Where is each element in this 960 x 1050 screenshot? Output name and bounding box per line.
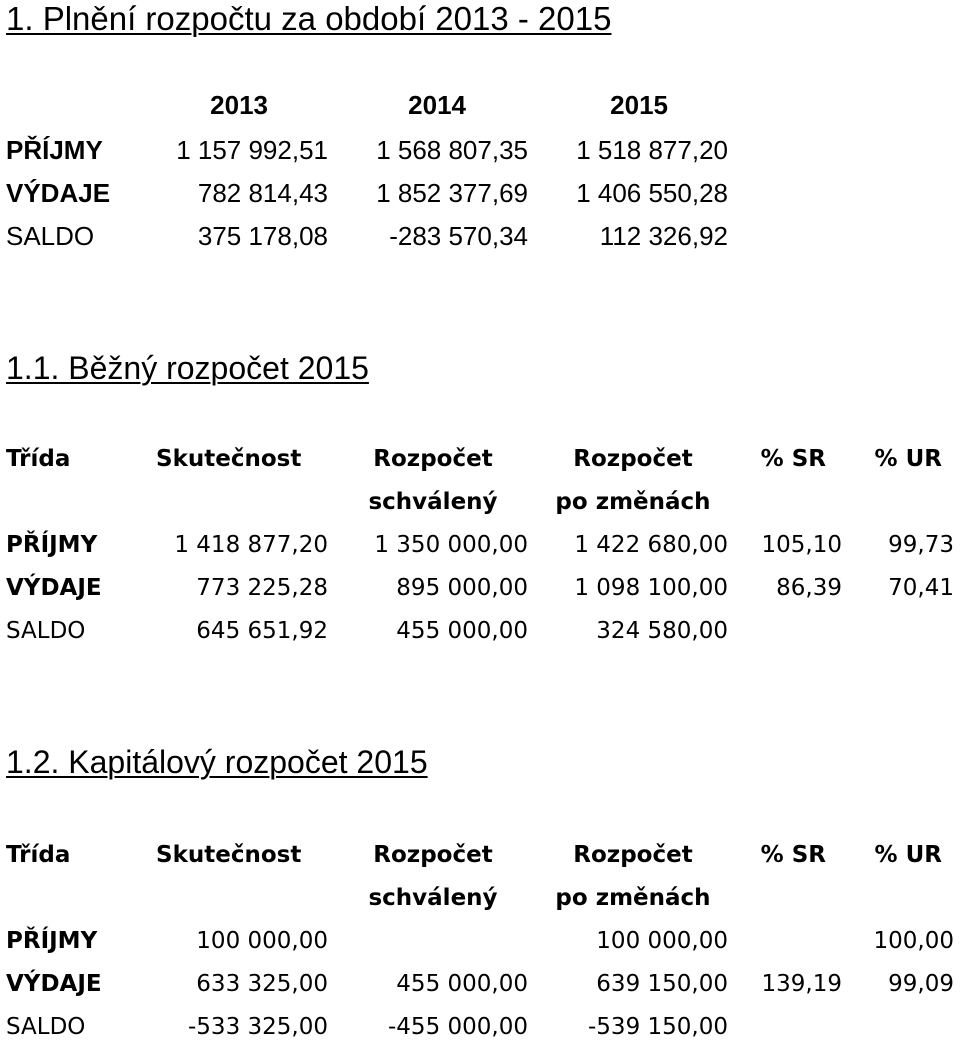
- header-sr: % SR: [760, 842, 826, 868]
- cell-ur: 100,00: [873, 928, 954, 954]
- cell-sr: [738, 920, 842, 962]
- year-header: 2013: [210, 90, 268, 120]
- row-label: VÝDAJE: [6, 575, 102, 601]
- section-heading-plneni: 1. Plnění rozpočtu za období 2013 - 2015: [6, 0, 612, 37]
- table-header-row: [0, 834, 960, 876]
- header-skutecnost: Skutečnost: [156, 446, 302, 472]
- cell-skutecnost: -533 325,00: [188, 1014, 328, 1040]
- table-row: [0, 610, 960, 652]
- cell-value: 1 157 992,51: [176, 135, 328, 165]
- header-ur: % UR: [874, 842, 942, 868]
- cell-schvaleny: 1 350 000,00: [374, 532, 528, 558]
- cell-skutecnost: 100 000,00: [196, 928, 328, 954]
- cell-schvaleny: 455 000,00: [396, 618, 528, 644]
- header-rozpocet-po-zmenach: Rozpočet: [573, 842, 693, 868]
- cell-po-zmenach: 324 580,00: [596, 618, 728, 644]
- cell-value: 782 814,43: [197, 178, 328, 208]
- cell-skutecnost: 1 418 877,20: [174, 532, 328, 558]
- cell-value: -283 570,34: [389, 221, 528, 251]
- header-trida: Třída: [6, 446, 71, 472]
- header-po-zmenach-subtitle: po změnách: [555, 489, 711, 515]
- cell-po-zmenach: -539 150,00: [588, 1014, 728, 1040]
- cell-sr: 105,10: [761, 532, 842, 558]
- table-row: [0, 129, 960, 171]
- row-label: PŘÍJMY: [6, 135, 103, 165]
- cell-po-zmenach: 1 422 680,00: [574, 532, 728, 558]
- cell-skutecnost: 633 325,00: [196, 971, 328, 997]
- row-label: VÝDAJE: [6, 178, 111, 208]
- cell-sr: [738, 610, 842, 652]
- table-row: [0, 1006, 960, 1048]
- header-schvaleny-subtitle: schválený: [368, 885, 498, 911]
- cell-schvaleny: 455 000,00: [396, 971, 528, 997]
- row-label: SALDO: [6, 221, 95, 251]
- cell-schvaleny: 895 000,00: [396, 575, 528, 601]
- cell-schvaleny: -455 000,00: [388, 1014, 528, 1040]
- cell-value: 112 326,92: [599, 221, 728, 251]
- header-skutecnost: Skutečnost: [156, 842, 302, 868]
- cell-value: 1 406 550,28: [576, 178, 728, 208]
- table-header-row-2: [0, 877, 960, 919]
- table-row: [0, 524, 960, 566]
- row-label: SALDO: [6, 1014, 86, 1040]
- cell-sr: [738, 1006, 842, 1048]
- section-heading-bezny-rozpocet: 1.1. Běžný rozpočet 2015: [6, 350, 369, 386]
- table-header-row-2: [0, 481, 960, 523]
- header-rozpocet-po-zmenach: Rozpočet: [573, 446, 693, 472]
- cell-schvaleny: [338, 920, 528, 962]
- section-heading-kapitalovy-rozpocet: 1.2. Kapitálový rozpočet 2015: [6, 744, 428, 780]
- cell-value: 1 568 807,35: [376, 135, 528, 165]
- header-po-zmenach-subtitle: po změnách: [555, 885, 711, 911]
- cell-po-zmenach: 100 000,00: [596, 928, 728, 954]
- cell-ur: [842, 610, 954, 652]
- header-schvaleny-subtitle: schválený: [368, 489, 498, 515]
- header-rozpocet-schvaleny: Rozpočet: [373, 446, 493, 472]
- cell-ur: 99,73: [888, 532, 954, 558]
- cell-ur: 99,09: [888, 971, 954, 997]
- table-header-row: [0, 438, 960, 480]
- row-label: PŘÍJMY: [6, 532, 98, 558]
- table-row: [0, 920, 960, 962]
- header-trida: Třída: [6, 842, 71, 868]
- cell-sr: 86,39: [776, 575, 842, 601]
- header-ur: % UR: [874, 446, 942, 472]
- year-header: 2014: [408, 90, 466, 120]
- cell-value: 375 178,08: [197, 221, 328, 251]
- row-label: PŘÍJMY: [6, 928, 98, 954]
- cell-ur: 70,41: [888, 575, 954, 601]
- row-label: SALDO: [6, 618, 86, 644]
- cell-value: 1 518 877,20: [576, 135, 728, 165]
- table-row: [0, 567, 960, 609]
- table-row: [0, 172, 960, 214]
- summary-header-row: [0, 84, 960, 126]
- cell-po-zmenach: 1 098 100,00: [574, 575, 728, 601]
- cell-ur: [842, 1006, 954, 1048]
- table-row: [0, 215, 960, 257]
- cell-sr: 139,19: [761, 971, 842, 997]
- year-header: 2015: [610, 90, 668, 120]
- cell-skutecnost: 645 651,92: [196, 618, 328, 644]
- header-sr: % SR: [760, 446, 826, 472]
- cell-po-zmenach: 639 150,00: [596, 971, 728, 997]
- cell-skutecnost: 773 225,28: [196, 575, 328, 601]
- cell-value: 1 852 377,69: [376, 178, 528, 208]
- header-rozpocet-schvaleny: Rozpočet: [373, 842, 493, 868]
- row-label: VÝDAJE: [6, 971, 102, 997]
- table-row: [0, 963, 960, 1005]
